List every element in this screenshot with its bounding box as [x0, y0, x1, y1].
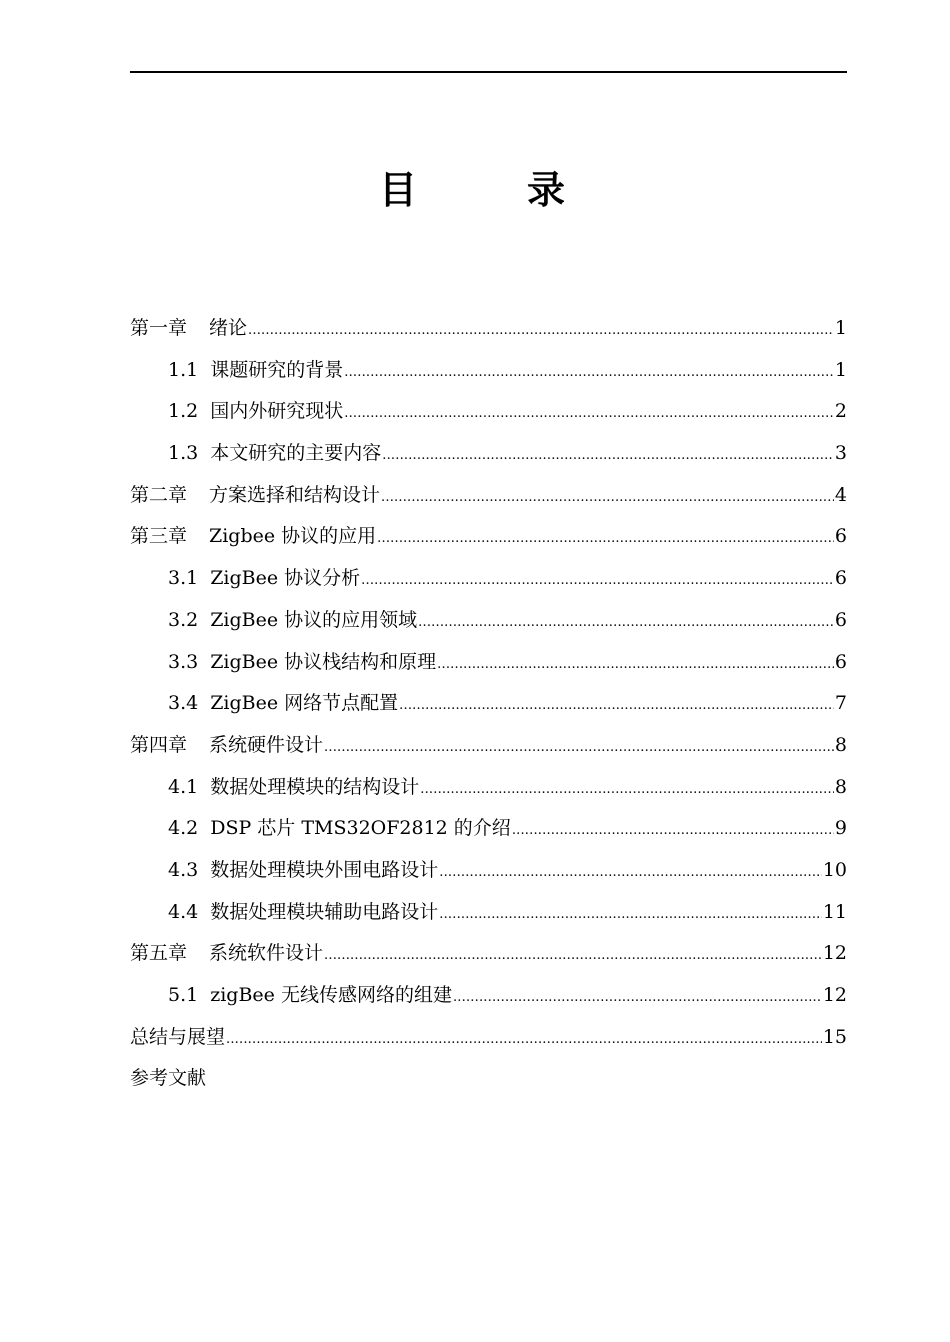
toc-entry[interactable] — [130, 767, 847, 809]
toc-section-number: 3.4 — [168, 692, 199, 715]
toc-entry[interactable] — [130, 350, 847, 392]
toc-entry-title: zigBee 无线传感网络的组建 — [210, 984, 452, 1006]
toc-dot-leader — [377, 518, 834, 560]
toc-dot-leader — [418, 602, 834, 644]
toc-section-number: 3.3 — [168, 650, 199, 673]
toc-page-number: 10 — [822, 858, 847, 881]
toc-chapter-number: 第五章 — [130, 942, 188, 965]
toc-page-number: 9 — [834, 817, 847, 840]
toc-entry[interactable] — [130, 433, 847, 475]
toc-entry[interactable] — [130, 642, 847, 684]
toc-chapter-number: 第三章 — [130, 525, 188, 548]
toc-entry[interactable] — [130, 850, 847, 892]
toc-entry[interactable] — [130, 683, 847, 725]
toc-entry-title: 参考文献 — [130, 1067, 207, 1090]
toc-list — [130, 308, 847, 1100]
toc-entry[interactable] — [130, 391, 847, 433]
toc-section-number: 1.2 — [168, 400, 199, 423]
toc-entry-title: ZigBee 协议的应用领域 — [210, 608, 418, 631]
toc-page-number: 4 — [834, 483, 847, 506]
toc-page-number: 7 — [834, 692, 847, 715]
toc-page-number: 12 — [822, 942, 847, 965]
toc-entry-title: ZigBee 协议栈结构和原理 — [210, 650, 437, 673]
toc-page-number: 2 — [834, 400, 847, 423]
toc-entry-title: 课题研究的背景 — [210, 358, 344, 381]
toc-page-number: 15 — [822, 1025, 847, 1048]
toc-entry-title: 数据处理模块外围电路设计 — [210, 858, 439, 881]
toc-entry[interactable] — [130, 975, 847, 1017]
toc-dot-leader — [324, 727, 834, 769]
toc-section-number: 3.2 — [168, 608, 199, 631]
toc-page-number: 6 — [834, 567, 847, 590]
toc-entry-title: 数据处理模块的结构设计 — [210, 775, 420, 798]
toc-entry-title: 系统硬件设计 — [209, 733, 324, 756]
toc-page-number: 6 — [834, 608, 847, 631]
toc-dot-leader — [453, 977, 822, 1019]
toc-dot-leader — [399, 685, 834, 727]
header-rule — [130, 71, 847, 73]
toc-entry[interactable] — [130, 516, 847, 558]
toc-chapter-number: 第四章 — [130, 733, 188, 756]
toc-page-number: 8 — [834, 733, 847, 756]
toc-chapter-number: 第一章 — [130, 317, 188, 339]
toc-entry-title: 方案选择和结构设计 — [209, 483, 381, 506]
toc-dot-leader — [344, 393, 834, 435]
toc-section-number: 1.1 — [168, 358, 199, 381]
toc-page-number: 6 — [834, 650, 847, 673]
toc-section-number: 5.1 — [168, 984, 199, 1006]
toc-dot-leader — [226, 1019, 822, 1061]
toc-entry-title: 国内外研究现状 — [210, 400, 344, 423]
toc-dot-leader — [382, 435, 834, 477]
toc-dot-leader — [439, 894, 822, 936]
toc-dot-leader — [439, 852, 822, 894]
toc-entry-title: 数据处理模块辅助电路设计 — [210, 900, 439, 923]
toc-entry[interactable] — [130, 600, 847, 642]
toc-section-number: 3.1 — [168, 567, 199, 590]
toc-section-number: 4.4 — [168, 900, 199, 923]
toc-entry-title: 本文研究的主要内容 — [210, 442, 382, 465]
toc-dot-leader — [248, 310, 834, 352]
toc-section-number: 1.3 — [168, 442, 199, 465]
toc-entry-title: DSP 芯片 TMS32OF2812 的介绍 — [210, 817, 511, 840]
toc-page-number: 8 — [834, 775, 847, 798]
toc-entry-title: 绪论 — [209, 317, 248, 339]
toc-title: 目 录 — [378, 167, 601, 212]
toc-entry-title: ZigBee 协议分析 — [210, 567, 361, 590]
toc-dot-leader — [344, 352, 834, 394]
toc-dot-leader — [361, 560, 834, 602]
toc-dot-leader — [381, 477, 834, 519]
toc-entry[interactable] — [130, 1058, 847, 1100]
toc-section-number: 4.2 — [168, 817, 199, 840]
toc-dot-leader — [324, 935, 822, 977]
toc-entry[interactable] — [130, 558, 847, 600]
toc-entry[interactable] — [130, 725, 847, 767]
toc-page-number: 3 — [834, 442, 847, 465]
toc-entry[interactable] — [130, 308, 847, 350]
toc-entry[interactable] — [130, 808, 847, 850]
toc-entry-title: Zigbee 协议的应用 — [209, 525, 377, 548]
toc-entry[interactable] — [130, 933, 847, 975]
toc-page-number: 6 — [834, 525, 847, 548]
toc-dot-leader — [420, 769, 834, 811]
toc-page-number: 11 — [822, 900, 847, 923]
toc-dot-leader — [437, 644, 834, 686]
toc-entry-title: ZigBee 网络节点配置 — [210, 692, 399, 715]
toc-entry[interactable] — [130, 892, 847, 934]
toc-page-number: 12 — [822, 984, 847, 1006]
toc-page-number: 1 — [834, 358, 847, 381]
toc-dot-leader — [512, 810, 834, 852]
toc-entry-title: 总结与展望 — [130, 1025, 226, 1048]
toc-entry-title: 系统软件设计 — [209, 942, 324, 965]
toc-entry[interactable] — [130, 475, 847, 517]
toc-page-number: 1 — [834, 317, 847, 339]
toc-section-number: 4.3 — [168, 858, 199, 881]
toc-chapter-number: 第二章 — [130, 483, 188, 506]
toc-section-number: 4.1 — [168, 775, 199, 798]
toc-entry[interactable] — [130, 1017, 847, 1059]
